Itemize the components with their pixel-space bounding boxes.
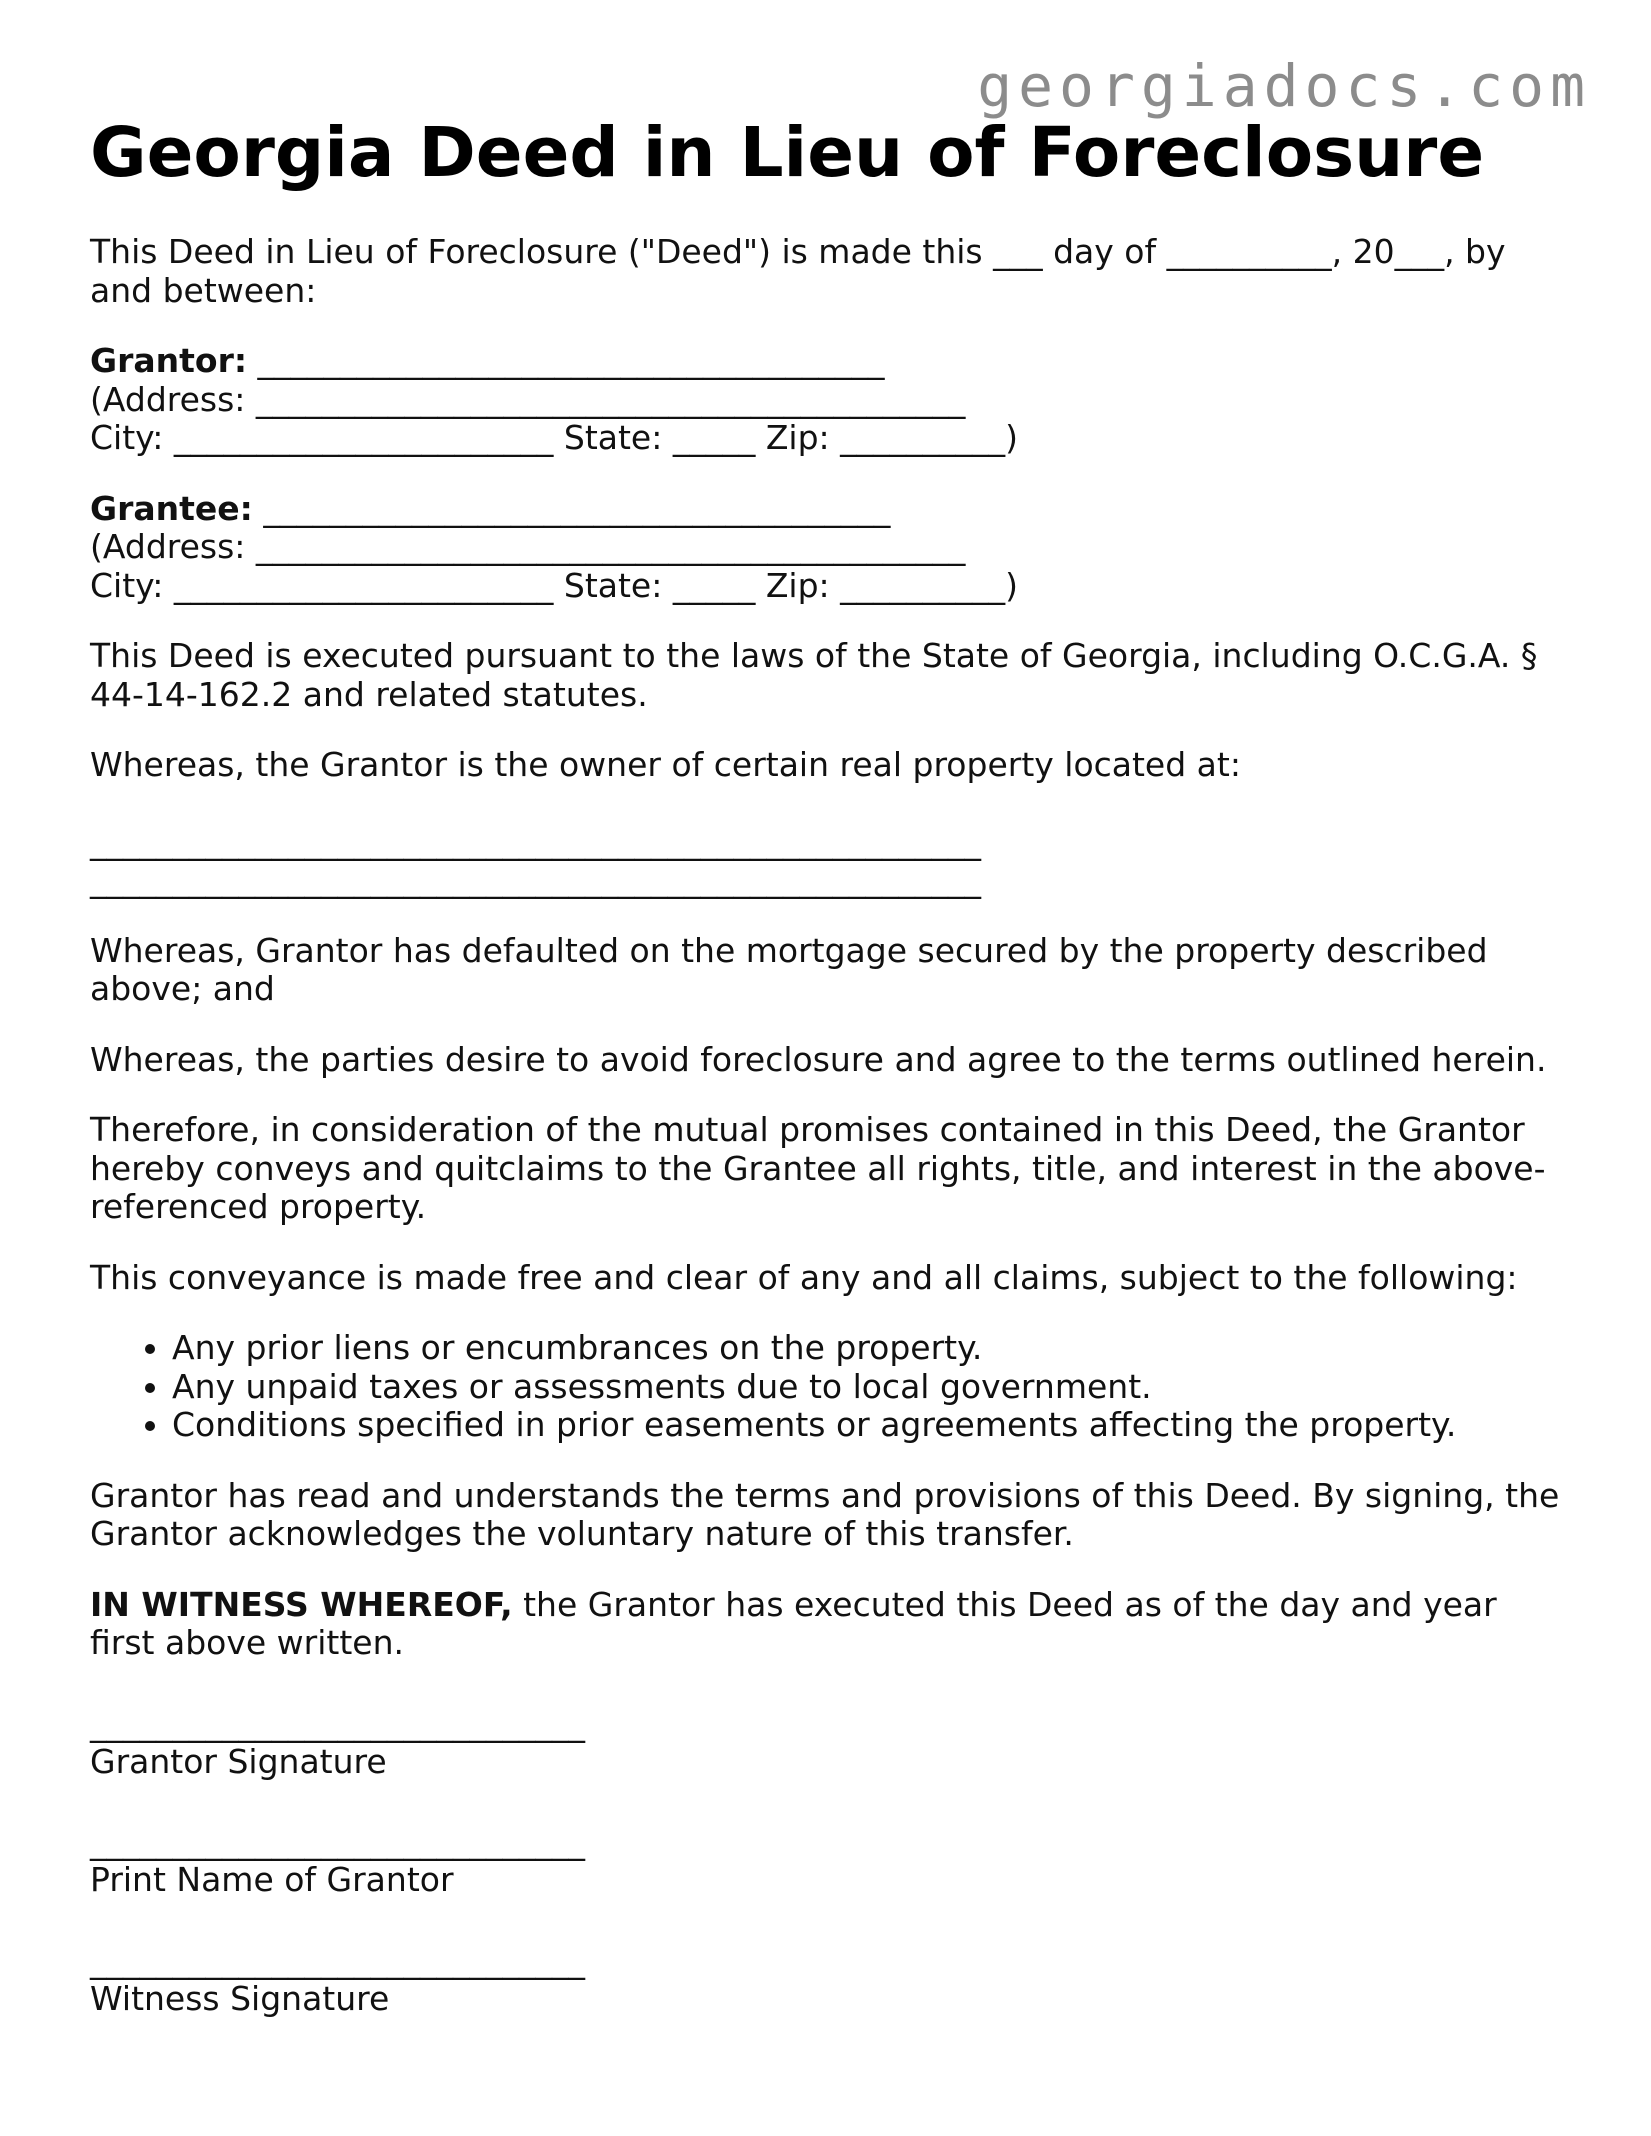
- grantor-signature-label: Grantor Signature: [90, 1741, 387, 1781]
- print-name-line[interactable]: ______________________________: [90, 1822, 585, 1861]
- intro-paragraph: This Deed in Lieu of Foreclosure ("Deed") is made this ___ day of __________, 20___, by and between:: [90, 232, 1506, 310]
- witness-signature-line[interactable]: ______________________________: [90, 1940, 585, 1980]
- list-item: • Any unpaid taxes or assessments due to local government.: [172, 1368, 1560, 1407]
- site-watermark: georgiadocs.com: [977, 52, 1591, 120]
- grantee-label: Grantee:: [90, 488, 253, 528]
- grantor-signature-block: [90, 1705, 1560, 1782]
- grantee-block: [90, 490, 1560, 606]
- conditions-list: [90, 1329, 1560, 1445]
- grantor-name-line: [90, 342, 1560, 381]
- grantor-label: Grantor:: [90, 341, 248, 380]
- print-name-label: Print Name of Grantor: [90, 1860, 454, 1899]
- grantor-block: [90, 342, 1560, 458]
- list-item: • Conditions specified in prior easements or agreements affecting the property.: [172, 1406, 1560, 1445]
- whereas-avoid-paragraph: Whereas, the parties desire to avoid foreclosure and agree to the terms outlined herein.: [90, 1039, 1547, 1079]
- grantor-city-state-zip-field[interactable]: City: _______________________ State: _____ Zip: __________): [90, 418, 1019, 457]
- grantor-address-field[interactable]: (Address: ___________________________________________: [90, 379, 966, 419]
- grantee-name-line: [90, 490, 1560, 529]
- print-name-block: [90, 1823, 1560, 1900]
- document-body: [90, 233, 1560, 2050]
- acknowledgment-paragraph: Grantor has read and understands the terms and provisions of this Deed. By signing, the Grantor acknowledges the voluntary nature of this transfer.: [90, 1475, 1560, 1553]
- witness-lead: IN WITNESS WHEREOF,: [90, 1584, 513, 1624]
- statute-paragraph: This Deed is executed pursuant to the laws of the State of Georgia, including O.C.G.A. § 44-14-162.2 and related statutes.: [90, 636, 1538, 714]
- witness-text: the Grantor has executed this Deed as of the day and year first above written.: [90, 1584, 1497, 1662]
- grantor-signature-line[interactable]: ______________________________: [90, 1703, 585, 1743]
- conveyance-paragraph: This conveyance is made free and clear of any and all claims, subject to the following:: [90, 1257, 1518, 1297]
- document-title: Georgia Deed in Lieu of Foreclosure: [90, 113, 1485, 193]
- therefore-paragraph: Therefore, in consideration of the mutual promises contained in this Deed, the Grantor hereby conveys and quitclaims to the Grantee all rights, title, and interest in the above-referenced property.: [90, 1110, 1546, 1226]
- witness-signature-label: Witness Signature: [90, 1978, 390, 2018]
- grantee-city-state-zip-field[interactable]: City: _______________________ State: _____ Zip: __________): [90, 565, 1019, 605]
- property-line-1[interactable]: ______________________________________________________: [90, 821, 981, 861]
- whereas-owner-paragraph: Whereas, the Grantor is the owner of certain real property located at:: [90, 745, 1241, 784]
- witness-signature-block: [90, 1942, 1560, 2019]
- whereas-default-paragraph: Whereas, Grantor has defaulted on the mortgage secured by the property described above; and: [90, 930, 1488, 1008]
- list-item: • Any prior liens or encumbrances on the property.: [172, 1329, 1560, 1368]
- property-line-2[interactable]: ______________________________________________________: [90, 860, 981, 899]
- witness-paragraph: [90, 1586, 1560, 1663]
- grantor-name-field[interactable]: ______________________________________: [247, 341, 885, 380]
- property-description-lines: [90, 785, 1560, 900]
- grantee-name-field[interactable]: ______________________________________: [252, 488, 891, 528]
- grantee-address-field[interactable]: (Address: ___________________________________________: [90, 527, 966, 566]
